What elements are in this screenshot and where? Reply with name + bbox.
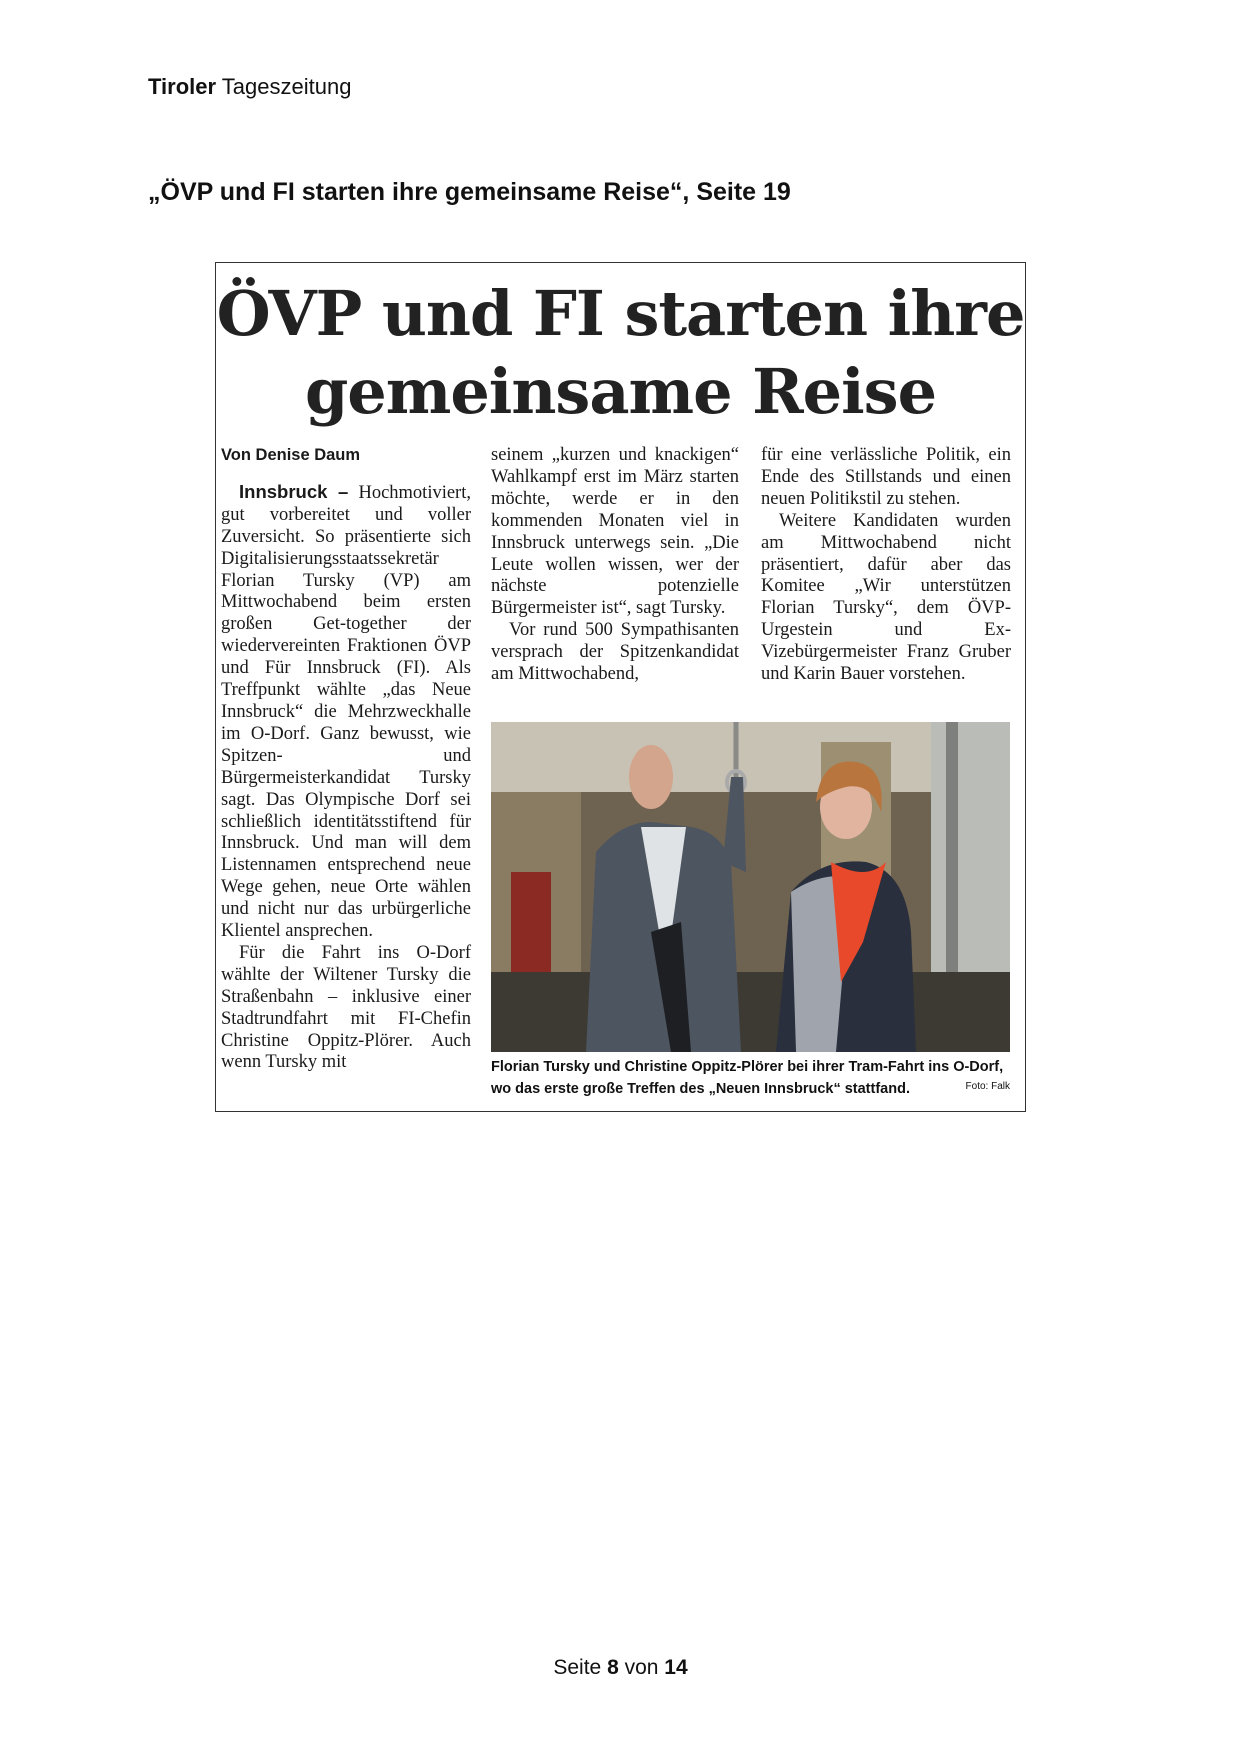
article-headline	[216, 275, 1025, 431]
footer-total-pages: 14	[664, 1656, 688, 1679]
col1-paragraph-1-text: Hochmotiviert, gut vorbereitet und voller Zuversicht. So präsentierte sich Digitalisierungsstaatssekretär Florian Tursky (VP) am Mittwochabend beim ersten großen Get-together der wiedervereinten Fraktionen ÖVP und Für Innsbruck (FI). Als Treffpunkt wählte „das Neue Innsbruck“ die Mehrzweckhalle im O-Dorf. Ganz bewusst, wie Spitzen- und Bürgermeisterkandidat Tursky sagt. Das Olympische Dorf sei schließlich identitätsstiftend für Innsbruck. Und man will dem Listennamen entsprechend neue Wege gehen, neue Orte wählen und nicht nur das urbürgerliche Klientel ansprechen.	[221, 482, 471, 942]
footer-prefix: Seite	[553, 1656, 602, 1679]
newspaper-clipping	[215, 262, 1026, 1112]
footer-page-number: 8	[607, 1656, 619, 1679]
subject-line: „ÖVP und FI starten ihre gemeinsame Reise“, Seite 19	[148, 178, 791, 206]
masthead-bold: Tiroler	[148, 74, 217, 99]
col3-paragraph-2: Weitere Kandidaten wurden am Mittwochabend nicht präsentiert, dafür aber das Komitee „Wir unterstützen Florian Tursky“, dem ÖVP-Urgestein und Ex-Vizebürgermeister Franz Gruber und Karin Bauer vorstehen.	[761, 510, 1011, 685]
headline-line-1: ÖVP und FI starten ihre	[216, 277, 1025, 350]
masthead-rest: Tageszeitung	[221, 74, 352, 99]
footer-middle: von	[624, 1656, 659, 1679]
article-author: Von Denise Daum	[221, 446, 361, 464]
col1-paragraph-2: Für die Fahrt ins O-Dorf wählte der Wiltener Tursky die Straßenbahn – inklusive einer Stadtrundfahrt mit FI-Chefin Christine Oppitz-Plörer. Auch wenn Tursky mit	[221, 942, 471, 1073]
tram-photo-illustration	[491, 722, 1010, 1052]
article-photo	[491, 722, 1010, 1052]
headline-line-2: gemeinsame Reise	[304, 355, 937, 428]
col1-paragraph-1	[221, 481, 471, 943]
photo-credit: Foto: Falk	[965, 1081, 1010, 1092]
col3-paragraph-1: für eine verlässliche Politik, ein Ende des Stillstands und einen neuen Politikstil zu stehen.	[761, 445, 1011, 509]
article-column-3	[761, 445, 1011, 686]
page-footer	[0, 1656, 1241, 1680]
masthead	[148, 74, 351, 100]
article-column-1	[221, 445, 471, 1074]
article-column-2	[491, 445, 739, 686]
article-dateline: Innsbruck –	[239, 480, 349, 502]
col2-paragraph-1: seinem „kurzen und knackigen“ Wahlkampf erst im März starten möchte, werde er in den kommenden Monaten viel in Innsbruck unterwegs sein. „Die Leute wollen wissen, wer der nächste potenzielle Bürgermeister ist“, sagt Tursky.	[491, 445, 739, 619]
col2-paragraph-2: Vor rund 500 Sympathisanten versprach der Spitzenkandidat am Mittwochabend,	[491, 620, 739, 685]
photo-caption	[491, 1056, 1010, 1100]
photo-caption-text: Florian Tursky und Christine Oppitz-Plörer bei ihrer Tram-Fahrt ins O-Dorf, wo das erste große Treffen des „Neuen Innsbruck“ stattfand.	[491, 1059, 1004, 1097]
